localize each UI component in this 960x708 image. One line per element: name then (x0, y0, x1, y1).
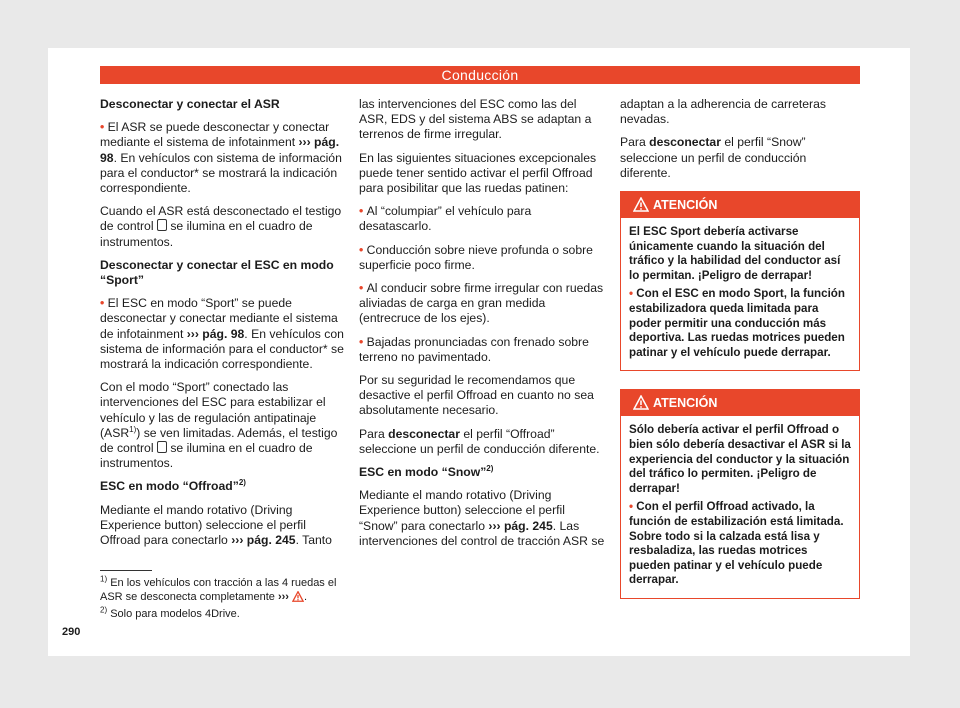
list-item: • Bajadas pronunciadas con frenado sobre terreno no pavimentado. (359, 334, 589, 364)
page-reference-link[interactable]: ››› pág. 98 (100, 135, 340, 165)
warning-lamp-icon (157, 219, 167, 231)
bullet-icon: • (359, 242, 367, 257)
list-item: • Al “columpiar” el vehículo para desatascarlo. (359, 204, 532, 234)
section-header (100, 66, 860, 84)
page-reference-link[interactable]: ››› pág. 98 (186, 326, 245, 341)
paragraph: En las siguientes situaciones excepcionales puede tener sentido activar el perfil Offroad para posibilitar que las ruedas patinen: (359, 150, 597, 196)
bullet-icon: • (359, 204, 367, 219)
footnote-2: $^{2)}$ Solo para modelos 4Drive. (100, 605, 240, 620)
warning-title: ATENCIÓN (653, 396, 718, 411)
paragraph: adaptan a la adherencia de carreteras nevadas. (620, 97, 826, 127)
warning-body (621, 416, 859, 598)
heading-esc-snow: ESC en modo “Snow”$^{2)}$ (359, 464, 494, 480)
warning-box (620, 389, 860, 599)
footnote-marker: 2) (238, 478, 246, 488)
section-title: Conducción (441, 67, 519, 83)
footnote-1: $^{1)}$ En los vehículos con tracción a las 4 ruedas el ASR se desconecta completamente ››› . (100, 576, 350, 606)
heading-asr: Desconectar y conectar el ASR (100, 97, 280, 111)
paragraph: Por su seguridad le recomendamos que desactive el perfil Offroad en cuanto no sea absolutamente necesario. (359, 373, 594, 418)
heading-esc-sport: Desconectar y conectar el ESC en modo “Sport” (100, 257, 334, 288)
footnote-marker: 1) (129, 424, 137, 434)
warning-header (621, 192, 859, 218)
paragraph: Mediante el mando rotativo (Driving Experience button) seleccione el perfil “Snow” para conectarlo ››› pág. 245. Las intervenciones del control de tracción ASR se (359, 488, 605, 548)
bullet-icon: • (359, 334, 367, 349)
paragraph: • El ESC en modo “Sport” se puede desconectar y conectar mediante el sistema de infotainment ››› pág. 98. En vehículos con sistema de información para el conductor* se mostrará la indicación correspondiente. (100, 296, 344, 372)
bullet-icon: • (100, 120, 108, 135)
warning-lamp-icon (157, 441, 167, 453)
footnote-reference-link[interactable]: ››› (277, 591, 289, 603)
warning-triangle-icon (633, 393, 649, 419)
paragraph: Con el modo “Sport” conectado las intervenciones del ESC para estabilizar el vehículo y las de regulación antipatinaje (ASR$^{1)}$) se ven limitadas. Además, el testigo de control se ilumina en el cuadro de instrumentos. (100, 380, 338, 471)
bullet-icon: • (359, 281, 367, 296)
warning-bullet: • Con el ESC en modo Sport, la función estabilizadora queda limitada para poder permitir una conducción más deportiva. Las ruedas motrices pueden patinar y el vehículo puede derrapar. (629, 287, 845, 359)
page-reference-link[interactable]: ››› pág. 245 (231, 533, 296, 548)
warning-bullet: • Con el perfil Offroad activado, la función de estabilización está limitada. Sobre todo si la calzada está lisa y resbaladiza, las ruedas motrices pueden patinar y el vehículo puede derrapar. (629, 500, 844, 587)
bullet-icon: • (629, 500, 637, 514)
footnote-divider (100, 570, 152, 571)
warning-text: Sólo debería activar el perfil Offroad o bien sólo debería desactivar el ASR si la experiencia del conductor y la situación del tráfico lo permiten. ¡Peligro de derrapar! (629, 423, 851, 495)
bullet-icon: • (629, 287, 637, 301)
warning-box (620, 191, 860, 371)
paragraph: Mediante el mando rotativo (Driving Experience button) seleccione el perfil Offroad para conectarlo ››› pág. 245. Tanto (100, 502, 332, 548)
warning-triangle-icon (292, 591, 304, 606)
page-reference-link[interactable]: ››› pág. 245 (488, 518, 553, 533)
list-item: • Conducción sobre nieve profunda o sobre superficie poco firme. (359, 242, 593, 272)
warning-body (621, 218, 859, 370)
bullet-icon: • (100, 296, 108, 311)
footnote-marker: 2) (486, 464, 494, 473)
list-item: • Al conducir sobre firme irregular con ruedas aliviadas de carga en gran medida (entrecruce de los ejes). (359, 281, 604, 326)
warning-triangle-icon (633, 195, 649, 221)
warning-header (621, 390, 859, 416)
heading-esc-offroad: ESC en modo “Offroad”$^{2)}$ (100, 478, 246, 494)
paragraph: Para desconectar el perfil “Offroad” seleccione un perfil de conducción diferente. (359, 426, 600, 456)
paragraph: las intervenciones del ESC como las del ASR, EDS y del sistema ABS se adaptan a terrenos de firme irregular. (359, 97, 592, 142)
column-1 (100, 97, 345, 556)
paragraph: • El ASR se puede desconectar y conectar mediante el sistema de infotainment ››› pág. 98. En vehículos con sistema de información para el conductor* se mostrará la indicación correspondiente. (100, 120, 342, 196)
warning-title: ATENCIÓN (653, 198, 718, 213)
paragraph: Cuando el ASR está desconectado el testigo de control se ilumina en el cuadro de instrumentos. (100, 204, 342, 249)
column-2 (359, 97, 605, 557)
warning-text: El ESC Sport debería activarse únicamente cuando la situación del tráfico y la habilidad del conductor así lo permitan. ¡Peligro de derrapar! (629, 225, 841, 282)
page-number: 290 (62, 626, 81, 638)
paragraph: Para desconectar el perfil “Snow” seleccione un perfil de conducción diferente. (620, 135, 807, 180)
column-3 (620, 97, 860, 617)
